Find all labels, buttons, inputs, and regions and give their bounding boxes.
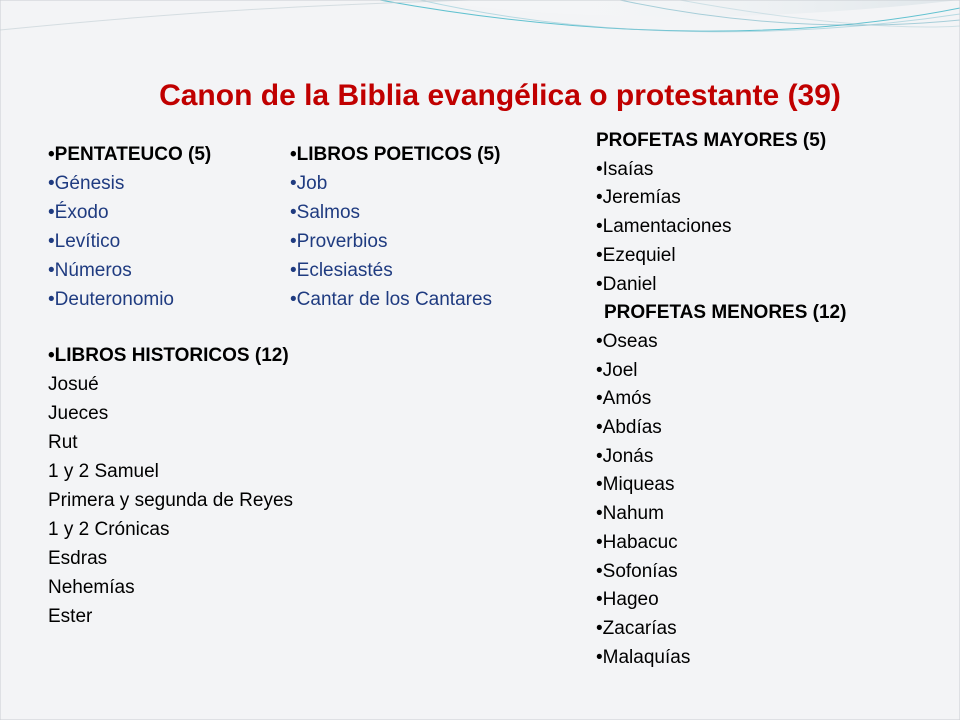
poeticos-list <box>290 140 500 314</box>
list-item: •Números <box>48 260 132 281</box>
list-item: •Génesis <box>48 173 125 194</box>
profetas-list <box>596 127 846 672</box>
list-item: Ester <box>48 606 93 627</box>
list-item: •Job <box>290 173 328 194</box>
list-item: •Eclesiastés <box>290 260 393 281</box>
list-item: Jueces <box>48 403 109 424</box>
slide-title: Canon de la Biblia evangélica o protestante (39) <box>159 79 841 112</box>
list-item: Rut <box>48 432 78 453</box>
list-item: •Amós <box>596 388 652 410</box>
historicos-list <box>48 341 293 631</box>
list-item: •Sofonías <box>596 560 678 582</box>
list-item: •Miqueas <box>596 474 675 496</box>
pentateuco-list <box>48 140 211 314</box>
list-item: •Malaquías <box>596 646 691 668</box>
poeticos-heading: •LIBROS POETICOS (5) <box>290 144 501 165</box>
list-item: •Deuteronomio <box>48 289 174 310</box>
list-item: •Zacarías <box>596 617 677 639</box>
list-item: 1 y 2 Samuel <box>48 461 159 482</box>
list-item: 1 y 2 Crónicas <box>48 519 170 540</box>
list-item: Nehemías <box>48 577 135 598</box>
list-item: •Nahum <box>596 503 664 525</box>
list-item: •Habacuc <box>596 531 678 553</box>
list-item: •Joel <box>596 359 638 381</box>
list-item: •Abdías <box>596 417 662 439</box>
profetas-mayores-heading: PROFETAS MAYORES (5) <box>596 130 827 151</box>
list-item: •Hageo <box>596 589 659 611</box>
list-item: •Cantar de los Cantares <box>290 289 493 310</box>
list-item: •Daniel <box>596 273 657 295</box>
list-item: •Lamentaciones <box>596 216 732 238</box>
list-item: •Éxodo <box>48 202 109 223</box>
list-item: Primera y segunda de Reyes <box>48 490 294 511</box>
list-item: •Jeremías <box>596 187 681 209</box>
list-item: •Jonás <box>596 445 654 467</box>
profetas-menores-heading: PROFETAS MENORES (12) <box>604 302 847 324</box>
list-item: Josué <box>48 374 99 395</box>
list-item: •Isaías <box>596 158 654 180</box>
historicos-heading: •LIBROS HISTORICOS (12) <box>48 345 289 366</box>
list-item: •Proverbios <box>290 231 388 252</box>
list-item: •Levítico <box>48 231 121 252</box>
list-item: •Ezequiel <box>596 244 676 266</box>
pentateuco-heading: •PENTATEUCO (5) <box>48 144 212 165</box>
list-item: •Salmos <box>290 202 361 223</box>
list-item: •Oseas <box>596 330 658 352</box>
list-item: Esdras <box>48 548 108 569</box>
